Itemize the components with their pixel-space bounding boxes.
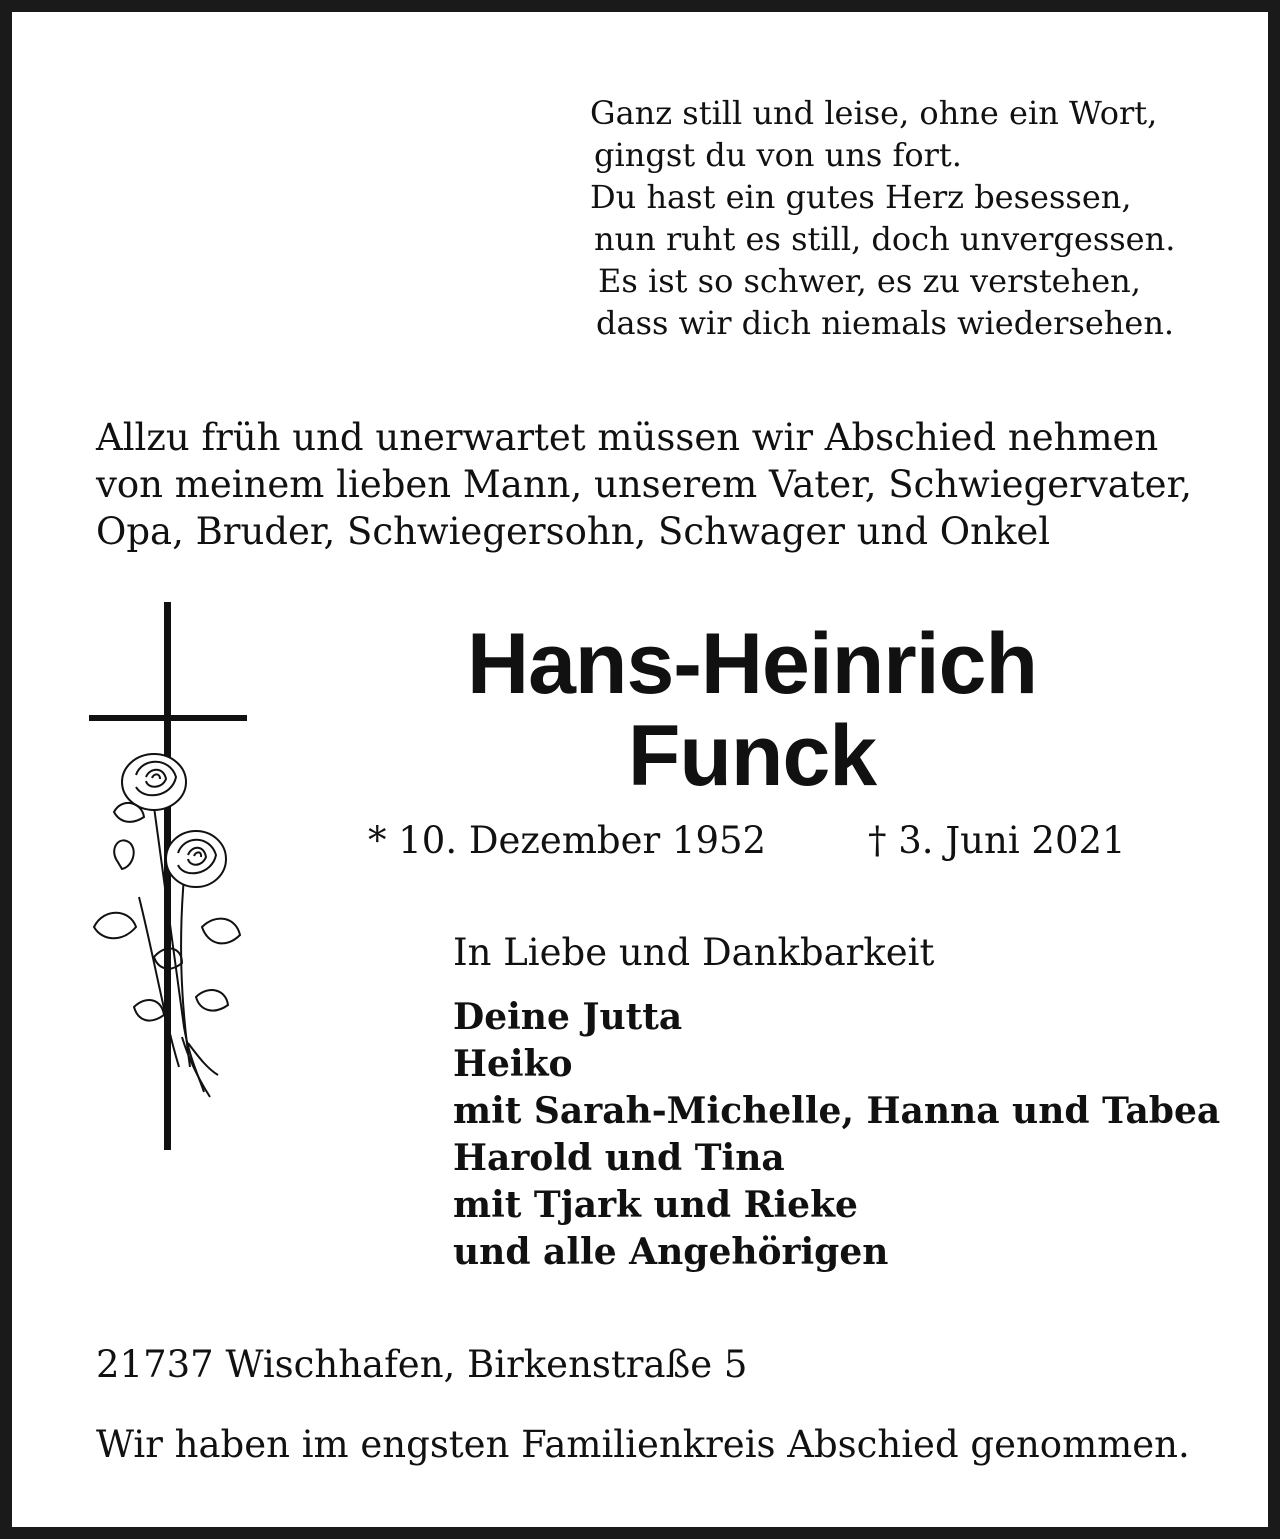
cross-with-roses-icon <box>84 597 254 1157</box>
family-member: Harold und Tina <box>453 1137 785 1179</box>
family-member: Heiko <box>453 1043 573 1085</box>
family-member: mit Sarah-Michelle, Hanna und Tabea <box>453 1090 1221 1132</box>
birth-date: * 10. Dezember 1952 <box>368 819 767 862</box>
cross-horizontal-beam <box>89 715 247 721</box>
address: 21737 Wischhafen, Birkenstraße 5 <box>96 1343 748 1386</box>
intro-line: von meinem lieben Mann, unserem Vater, Schwiegervater, <box>96 463 1192 506</box>
closing-note: Wir haben im engsten Familienkreis Abschied genommen. <box>96 1423 1190 1466</box>
intro-text <box>96 414 1226 555</box>
family-member: mit Tjark und Rieke <box>453 1184 858 1226</box>
intro-line: Opa, Bruder, Schwiegersohn, Schwager und Onkel <box>96 510 1051 553</box>
poem-line: gingst du von uns fort. <box>594 136 962 174</box>
last-name: Funck <box>627 708 877 804</box>
poem-line: Du hast ein gutes Herz besessen, <box>590 178 1132 216</box>
poem <box>590 92 1230 344</box>
poem-line: dass wir dich niemals wiedersehen. <box>596 304 1175 342</box>
poem-line: Ganz still und leise, ohne ein Wort, <box>590 94 1158 132</box>
family-member: Deine Jutta <box>453 996 683 1038</box>
poem-line: nun ruht es still, doch unvergessen. <box>594 220 1176 258</box>
family-list <box>453 994 1220 1276</box>
first-name: Hans-Heinrich <box>466 616 1038 712</box>
death-date: † 3. Juni 2021 <box>868 819 1126 862</box>
cross-vertical-beam <box>164 602 171 1150</box>
thanks-line: In Liebe und Dankbarkeit <box>453 931 935 974</box>
family-member: und alle Angehörigen <box>453 1231 889 1273</box>
deceased-name <box>342 618 1162 802</box>
poem-line: Es ist so schwer, es zu verstehen, <box>598 262 1141 300</box>
intro-line: Allzu früh und unerwartet müssen wir Abschied nehmen <box>96 416 1159 459</box>
